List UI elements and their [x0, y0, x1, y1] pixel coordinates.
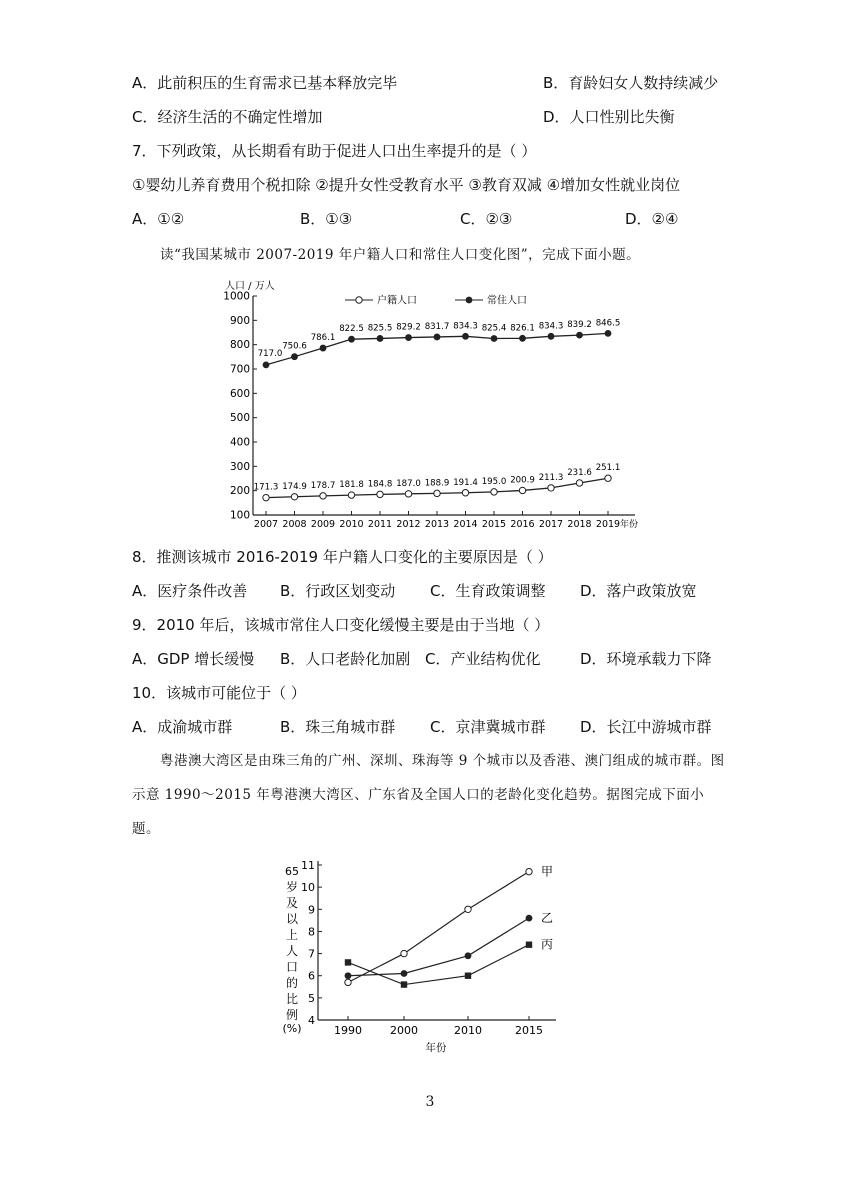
data-point: [465, 906, 471, 912]
data-point: [405, 491, 411, 497]
data-label: 786.1: [310, 333, 336, 344]
chart1-y-tick-label: 900: [229, 314, 250, 327]
data-point: [434, 490, 440, 496]
chart1-x-tick-label: 2015: [481, 519, 507, 530]
chart2-ylabel-char: 例: [285, 1008, 299, 1022]
data-label: 829.2: [396, 322, 421, 333]
chart2-y-tick-label: 10: [301, 881, 315, 895]
chart1-x-tick-label: 2008: [282, 519, 307, 530]
data-label: 822.5: [339, 324, 364, 335]
q8-option-d: D．落户政策放宽: [580, 582, 697, 600]
data-point: [519, 487, 525, 493]
q7-option-c: C．②③: [460, 210, 513, 228]
chart2-xlabel: 年份: [425, 1042, 447, 1054]
aging-line-chart: [280, 855, 570, 1055]
data-point: [519, 335, 526, 342]
chart1-y-tick-label: 600: [229, 387, 250, 400]
data-label: 839.2: [567, 320, 592, 331]
chart1-y-tick-label: 300: [229, 460, 250, 473]
q6-option-c: C．经济生活的不确定性增加: [132, 108, 323, 126]
series-label: 甲: [541, 864, 554, 879]
chart1-x-tick-label: 2014: [453, 519, 478, 530]
data-point: [320, 345, 327, 352]
chart2-ylabel-char: 及: [285, 896, 299, 910]
data-point: [377, 335, 384, 342]
chart1-x-tick-label: 2010: [339, 519, 364, 530]
chart1-y-tick-label: 200: [229, 485, 250, 498]
data-label: 184.8: [367, 479, 393, 490]
chart2-ylabel-unit: (%): [282, 1022, 302, 1035]
intro-chart2-line2: 示意 1990～2015 年粤港澳大湾区、广东省及全国人口的老龄化变化趋势。据图完成下面小: [132, 787, 705, 803]
chart2-ylabel-char: 上: [285, 928, 299, 942]
data-point: [605, 330, 612, 337]
data-point: [462, 333, 469, 340]
q7-items: ①婴幼儿养育费用个税扣除 ②提升女性受教育水平 ③教育双减 ④增加女性就业岗位: [132, 176, 681, 194]
data-label: 825.4: [481, 323, 507, 334]
chart2-ylabel-char: 人: [285, 944, 299, 958]
data-label: 188.9: [424, 478, 450, 489]
chart1-x-tick-label: 2016: [510, 519, 535, 530]
chart2-x-tick-label: 2010: [454, 1024, 482, 1037]
data-point: [377, 491, 383, 497]
data-label: 195.0: [481, 476, 507, 487]
q9-option-b: B．人口老龄化加剧: [280, 650, 411, 668]
data-point: [434, 334, 441, 341]
chart2-y-tick-label: 9: [308, 903, 315, 917]
data-point: [491, 335, 498, 342]
q8-option-c: C．生育政策调整: [430, 582, 546, 600]
series-label: 乙: [541, 911, 554, 926]
data-point: [576, 332, 583, 339]
data-label: 174.9: [282, 481, 307, 492]
data-point: [491, 489, 497, 495]
chart1-x-tick-label: 2018: [567, 519, 592, 530]
series-line-0: [348, 872, 529, 983]
chart2-y-tick-label: 11: [301, 859, 315, 872]
chart2-x-tick-label: 2015: [515, 1024, 543, 1037]
chart1-x-tick-label: 2012: [396, 519, 421, 530]
chart2-y-tick-label: 6: [308, 969, 315, 983]
data-label: 846.5: [595, 318, 621, 329]
q9-option-d: D．环境承载力下降: [580, 650, 712, 668]
data-point: [263, 494, 269, 500]
chart2-x-tick-label: 2000: [390, 1024, 418, 1037]
legend-label-huji: 户籍人口: [377, 295, 417, 307]
data-label: 750.6: [282, 341, 307, 352]
q7-option-a: A．①②: [132, 210, 185, 228]
chart1-y-tick-label: 700: [229, 363, 250, 376]
data-label: 178.7: [310, 480, 336, 491]
data-point: [345, 959, 351, 965]
q6-option-b: B．育龄妇女人数持续减少: [543, 74, 719, 92]
data-label: 825.5: [367, 323, 393, 334]
chart2-ylabel-char: 比: [285, 992, 299, 1006]
chart1-y-tick-label: 800: [229, 339, 250, 352]
data-point: [605, 475, 611, 481]
population-line-chart: [215, 272, 655, 534]
chart1-x-tick-label: 2013: [424, 519, 450, 530]
data-point: [320, 493, 326, 499]
intro-chart2-line3: 题。: [132, 821, 160, 837]
q9-option-a: A．GDP 增长缓慢: [132, 650, 255, 668]
q9-stem: 9．2010 年后，该城市常住人口变化缓慢主要是由于当地（ ）: [132, 616, 550, 634]
data-point: [405, 334, 412, 341]
data-label: 834.3: [453, 321, 478, 332]
chart1-x-tick-label: 2017: [538, 519, 564, 530]
q8-option-a: A．医疗条件改善: [132, 582, 248, 600]
data-label: 200.9: [510, 475, 535, 486]
chart2-y-tick-label: 4: [308, 1014, 315, 1027]
data-label: 251.1: [595, 463, 621, 474]
data-label: 171.3: [253, 482, 279, 493]
series-line-1: [348, 918, 529, 976]
data-point: [526, 942, 532, 948]
chart2-x-tick-label: 1990: [334, 1024, 362, 1037]
q7-option-b: B．①③: [300, 210, 353, 228]
chart2-ylabel-char: 岁: [285, 880, 299, 894]
intro-chart1: 读“我国某城市 2007-2019 年户籍人口和常住人口变化图”，完成下面小题。: [160, 247, 641, 263]
data-label: 831.7: [424, 321, 450, 332]
q8-option-b: B．行政区划变动: [280, 582, 396, 600]
chart2-ylabel-number: 65: [285, 865, 299, 878]
data-label: 826.1: [510, 323, 535, 334]
series-line-2: [348, 945, 529, 985]
q7-option-d: D．②④: [625, 210, 679, 228]
data-label: 191.4: [453, 477, 478, 488]
q9-option-c: C．产业结构优化: [425, 650, 541, 668]
data-label: 181.8: [339, 480, 364, 491]
q8-stem: 8．推测该城市 2016-2019 年户籍人口变化的主要原因是（ ）: [132, 548, 553, 566]
chart1-x-tick-label: 2007: [253, 519, 279, 530]
data-point: [348, 492, 354, 498]
data-point: [263, 361, 270, 368]
data-label: 211.3: [538, 472, 564, 483]
data-point: [345, 972, 352, 979]
chart1-y-tick-label: 400: [229, 436, 250, 449]
data-point: [291, 494, 297, 500]
q7-stem: 7．下列政策，从长期看有助于促进人口出生率提升的是（ ）: [132, 142, 537, 160]
chart2-ylabel-char: 以: [285, 912, 299, 926]
data-point: [576, 480, 582, 486]
chart1-y-tick-label: 100: [229, 509, 250, 522]
data-label: 834.3: [538, 321, 564, 332]
data-point: [462, 490, 468, 496]
chart2-y-tick-label: 5: [308, 991, 315, 1005]
data-label: 187.0: [396, 478, 421, 489]
chart1-y-tick-label: 500: [229, 412, 250, 425]
data-point: [465, 973, 471, 979]
q10-option-a: A．成渝城市群: [132, 718, 233, 736]
chart2-y-tick-label: 7: [308, 947, 315, 961]
chart1-xlabel: 年份: [620, 520, 639, 530]
q10-option-d: D．长江中游城市群: [580, 718, 712, 736]
data-point: [401, 970, 408, 977]
q10-option-b: B．珠三角城市群: [280, 718, 396, 736]
data-point: [291, 353, 298, 360]
data-point: [401, 950, 407, 956]
chart2-y-tick-label: 8: [308, 925, 315, 939]
data-point: [548, 485, 554, 491]
chart1-x-tick-label: 2011: [367, 519, 393, 530]
q6-option-d: D．人口性别比失衡: [543, 108, 675, 126]
data-point: [465, 952, 472, 959]
data-point: [526, 915, 533, 922]
series-label: 丙: [541, 937, 554, 952]
data-point: [345, 979, 351, 985]
data-label: 717.0: [257, 348, 283, 359]
chart1-y-tick-label: 1000: [223, 290, 250, 303]
q6-option-a: A．此前积压的生育需求已基本释放完毕: [132, 74, 398, 92]
legend-label-changzhu: 常住人口: [487, 295, 527, 307]
legend-marker-huji: [356, 297, 362, 303]
chart2-ylabel-char: 口: [285, 960, 299, 974]
intro-chart2-line1: 粤港澳大湾区是由珠三角的广州、深圳、珠海等 9 个城市以及香港、澳门组成的城市群。图: [160, 753, 725, 769]
q10-stem: 10．该城市可能位于（ ）: [132, 684, 306, 702]
data-point: [401, 981, 407, 987]
chart1-ylabel: 人口 / 万人: [225, 281, 275, 292]
chart1-x-tick-label: 2019: [595, 519, 621, 530]
chart1-x-tick-label: 2009: [310, 519, 336, 530]
q10-option-c: C．京津冀城市群: [430, 718, 546, 736]
page-number: 3: [425, 1094, 435, 1110]
data-point: [526, 868, 532, 874]
data-label: 231.6: [567, 467, 592, 478]
chart2-ylabel-char: 的: [285, 976, 299, 990]
data-point: [548, 333, 555, 340]
legend-marker-changzhu: [466, 297, 473, 304]
data-point: [348, 336, 355, 343]
